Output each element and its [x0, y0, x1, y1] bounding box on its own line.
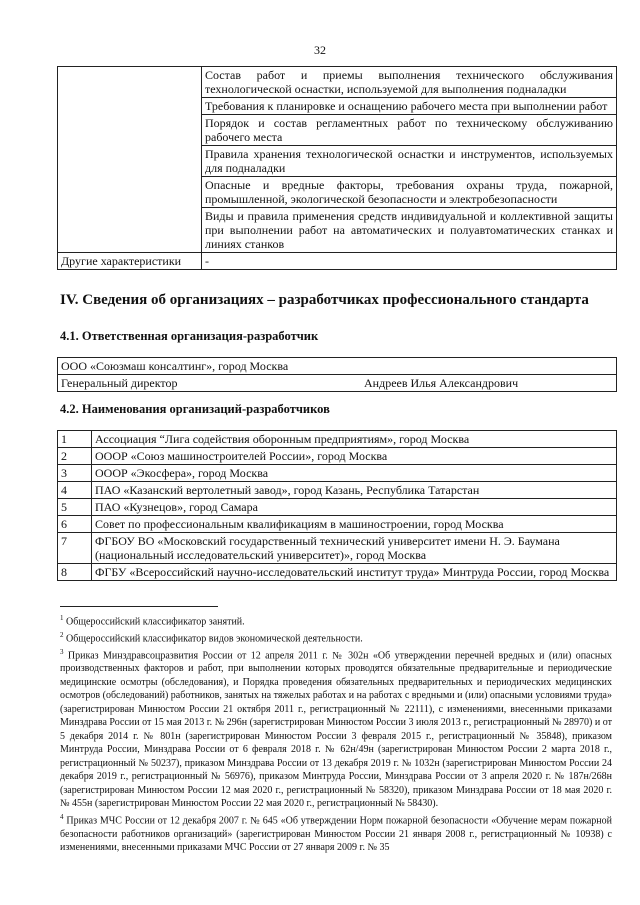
requirements-table [57, 66, 617, 270]
org-number: 3 [58, 465, 92, 482]
row-label-empty [58, 67, 202, 253]
requirement-item: Опасные и вредные факторы, требования охраны труда, пожарной, промышленной, экологической безопасности и электробезопасности [202, 177, 617, 208]
org-name: ПАО «Казанский вертолетный завод», город Казань, Республика Татарстан [92, 482, 617, 499]
table-row [58, 465, 617, 482]
org-name: ОООР «Союз машиностроителей России», город Москва [92, 448, 617, 465]
footnote-mark: 3 [60, 647, 64, 656]
table-row [58, 482, 617, 499]
requirement-item: Виды и правила применения средств индивидуальной и коллективной защиты при выполнении работ на автоматических и полуавтоматических станках и линиях станков [202, 208, 617, 253]
footnote-divider [60, 606, 218, 607]
org-number: 2 [58, 448, 92, 465]
org-name: ФГБОУ ВО «Московский государственный технический университет имени Н. Э. Баумана (национальный исследовательский университет)», город Москва [92, 533, 617, 564]
footnote-text: Приказ Минздравсоцразвития России от 12 апреля 2011 г. № 302н «Об утверждении перечней вредных и (или) опасных производственных факторов и работ, при выполнении которых проводятся обязательные предварительные и периодические медицинские осмотры (обследования), и Порядка проведения обязательных предварительных и периодических медицинских осмотров (обследований) работников, занятых на тяжелых работах и на работах с вредными и (или) опасными условиями труда» (зарегистрирован Минюстом России 21 октября 2011 г., регистрационный № 22111), с изменениями, внесенными приказами Минздрава России от 15 мая 2013 г. № 296н (зарегистрирован Минюстом России 3 июля 2013 г., регистрационный № 28970) и от 5 декабря 2014 г. № 801н (зарегистрирован Минюстом России 3 февраля 2015 г., регистрационный № 35848), приказом Минтруда России, Минздрава России от 6 февраля 2018 г. № 62н/49н (зарегистрирован Минюстом России 2 марта 2018 г., регистрационный № 50237), приказом Минздрава России от 13 декабря 2019 г. № 1032н (зарегистрирован Минюстом России 24 декабря 2019 г., регистрационный № 56976), приказом Минтруда России, Минздрава России от 3 апреля 2020 г. № 187н/268н (зарегистрирован Минюстом России 12 мая 2020 г., регистрационный № 58320), приказом Минздрава России от 18 мая 2020 г. № 455н (зарегистрирован Минюстом России 22 мая 2020 г., регистрационный № 58430). [60, 649, 612, 810]
footnotes [60, 612, 612, 855]
footnote-mark: 2 [60, 630, 64, 639]
developer-orgs-table [57, 430, 617, 581]
other-characteristics-value: - [202, 253, 617, 270]
footnote-text: Приказ МЧС России от 12 декабря 2007 г. № 645 «Об утверждении Норм пожарной безопасности «Обучение мерам пожарной безопасности работников организаций» (зарегистрирован Минюстом России 21 января 2008 г., регистрационный № 10938) с изменениями, внесенными приказами МЧС России от 27 января 2009 г. № 35 [60, 815, 613, 854]
org-number: 4 [58, 482, 92, 499]
table-row [58, 499, 617, 516]
footnote-mark: 1 [60, 614, 64, 622]
org-name: Ассоциация “Лига содействия оборонным предприятиям», город Москва [92, 431, 617, 448]
table-row [58, 533, 617, 564]
requirement-item: Порядок и состав регламентных работ по техническому обслуживанию рабочего места [202, 115, 617, 146]
other-characteristics-label: Другие характеристики [58, 253, 202, 270]
table-row [58, 431, 617, 448]
footnote [60, 811, 612, 855]
footnote [60, 629, 612, 646]
table-row [58, 564, 617, 581]
page-number: 32 [314, 43, 326, 57]
requirement-item: Состав работ и приемы выполнения технического обслуживания технологической оснастки, используемой для выполнения подналадки [202, 67, 617, 98]
responsible-org-heading: 4.1. Ответственная организация-разработчик [60, 329, 319, 343]
signatory-name: Андреев Илья Александрович [364, 376, 519, 390]
table-row [58, 67, 617, 98]
org-name: Совет по профессиональным квалификациям в машиностроении, город Москва [92, 516, 617, 533]
section-title: IV. Сведения об организациях – разработчиках профессионального стандарта [60, 292, 589, 308]
table-row [58, 516, 617, 533]
footnote [60, 612, 612, 629]
table-row [58, 358, 617, 375]
org-number: 8 [58, 564, 92, 581]
requirement-item: Правила хранения технологической оснастки и инструментов, используемых для подналадки [202, 146, 617, 177]
footnote-text: Общероссийский классификатор видов экономической деятельности. [66, 633, 363, 645]
org-name: ФГБУ «Всероссийский научно-исследовательский институт труда» Минтруда России, город Москва [92, 564, 617, 581]
org-number: 6 [58, 516, 92, 533]
developer-orgs-heading: 4.2. Наименования организаций-разработчиков [60, 402, 330, 416]
footnote [60, 646, 612, 811]
org-name: ПАО «Кузнецов», город Самара [92, 499, 617, 516]
signatory-position: Генеральный директор [61, 376, 178, 390]
org-number: 5 [58, 499, 92, 516]
requirement-item: Требования к планировке и оснащению рабочего места при выполнении работ [202, 98, 617, 115]
org-name: ОООР «Экосфера», город Москва [92, 465, 617, 482]
table-row [58, 448, 617, 465]
org-number: 1 [58, 431, 92, 448]
org-number: 7 [58, 533, 92, 564]
signatory-cell [58, 375, 617, 392]
footnote-mark: 4 [60, 812, 64, 821]
table-row [58, 375, 617, 392]
table-row [58, 253, 617, 270]
responsible-org-table [57, 357, 617, 392]
org-name: ООО «Союзмаш консалтинг», город Москва [58, 358, 617, 375]
footnote-text: Общероссийский классификатор занятий. [66, 616, 245, 628]
